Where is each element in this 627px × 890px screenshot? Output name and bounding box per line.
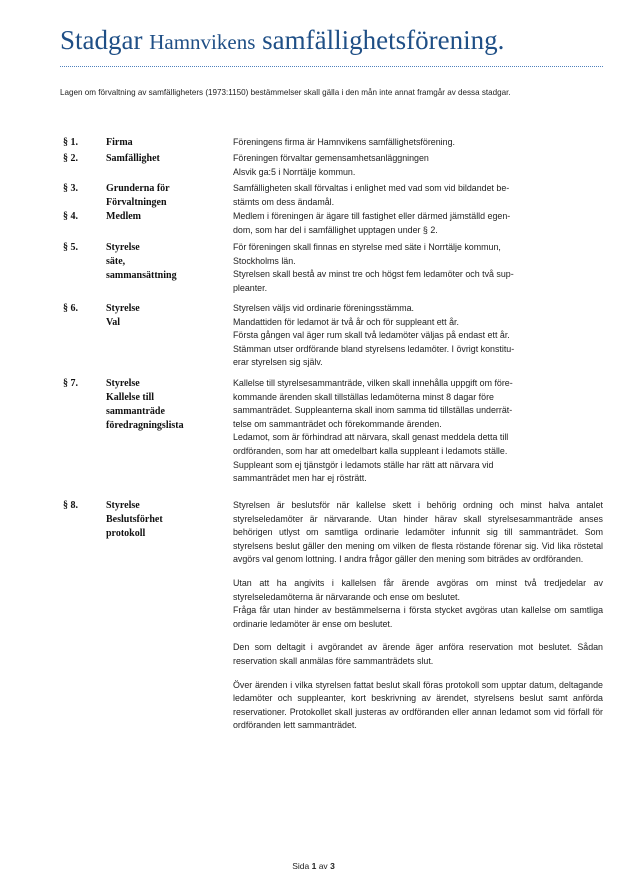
heading-line: Förvaltningen [106, 197, 167, 208]
body-paragraph: Den som deltagit i avgörandet av ärende äger anföra reservation mot beslutet. Sådan reservation skall anmälas före sammanträdets slut. [233, 642, 603, 666]
heading-line: sammanträde [106, 406, 165, 417]
section-body [233, 377, 603, 486]
page-separator: av [318, 861, 328, 871]
section-number: § 8. [63, 500, 78, 511]
current-page-number: 1 [311, 861, 317, 871]
section-body [233, 241, 603, 295]
heading-line: Samfällighet [106, 153, 160, 164]
section-number: § 7. [63, 378, 78, 389]
section-heading [106, 241, 226, 283]
body-line: Stämman utser ordförande bland styrelsens ledamöter. I övrigt konstitu- [233, 343, 515, 354]
heading-line: säte, [106, 256, 126, 267]
total-page-count: 3 [330, 861, 335, 871]
body-paragraph: Fråga får utan hinder av bestämmelserna i första stycket avgöras utan kallelse om samtliga ordinarie ledamöter är ense om beslutet. [233, 605, 603, 629]
heading-line: Firma [106, 137, 133, 148]
body-line: Ledamot, som är förhindrad att närvara, skall genast meddela detta till [233, 432, 509, 443]
title-part-2: Hamnvikens [149, 30, 256, 54]
body-line: Mandattiden för ledamot är två år och för suppleant ett år. [233, 316, 459, 327]
body-line: telse om sammanträdet och förekommande ärenden. [233, 418, 442, 429]
section-number: § 2. [63, 153, 78, 164]
body-line: Samfälligheten skall förvaltas i enlighet med vad som vid bildandet be- [233, 183, 510, 193]
body-line: Föreningen förvaltar gemensamhetsanläggningen [233, 153, 429, 163]
heading-line: Styrelse [106, 242, 140, 253]
page-footer [0, 861, 627, 871]
section-body [233, 302, 603, 370]
section-body [233, 136, 603, 150]
section-body [233, 210, 603, 237]
body-line: För föreningen skall finnas en styrelse med säte i Norrtälje kommun, [233, 242, 501, 252]
body-line: kommande ärenden skall tillställas ledamöterna minst 8 dagar före [233, 391, 494, 402]
heading-line: föredragningslista [106, 420, 184, 431]
section-heading [106, 152, 226, 166]
body-line: Alsvik ga:5 i Norrtälje kommun. [233, 166, 356, 177]
body-line: Stockholms län. [233, 255, 296, 266]
heading-line: Medlem [106, 211, 141, 222]
body-line: stämts om dess ändamål. [233, 196, 335, 207]
section-number: § 3. [63, 183, 78, 194]
section-body [233, 499, 603, 733]
body-line: erar styrelsen sig själv. [233, 357, 323, 368]
section-heading [106, 136, 226, 150]
title-part-1: Stadgar [60, 25, 143, 55]
section-number: § 5. [63, 242, 78, 253]
body-line: sammanträdet. Suppleanterna skall inom samma tid tillställas underrät- [233, 405, 513, 416]
section-number: § 1. [63, 137, 78, 148]
body-line: Styrelsen väljs vid ordinarie föreningsstämma. [233, 303, 415, 313]
title-part-3: samfällighetsförening. [262, 25, 505, 55]
body-line: dom, som har del i samfällighet upptagen under § 2. [233, 224, 438, 235]
section-number: § 6. [63, 303, 78, 314]
heading-line: Kallelse till [106, 392, 155, 403]
body-paragraph: Utan att ha angivits i kallelsen får ärende avgöras om minst två tredjedelar av styrelseledamöterna är närvarande och ense om beslutet. [233, 577, 603, 602]
body-line: Första gången val äger rum skall två ledamöter väljas på endast ett år. [233, 330, 510, 341]
body-line: Föreningens firma är Hamnvikens samfällighetsförening. [233, 137, 455, 147]
title-divider [60, 66, 603, 67]
body-line: Kallelse till styrelsesammanträde, vilken skall innehålla uppgift om före- [233, 378, 513, 388]
section-number: § 4. [63, 211, 78, 222]
body-paragraph: Styrelsen är beslutsför när kallelse skett i behörig ordning och minst halva antalet styrelseledamöter är närvarande. Utan hinder härav skall styrelsesammanträde anses behörigen utlyst om samtliga ordinarie ledamöter infunnit sig till sammanträdet. Som styrelsens beslut gäller den mening om vilken de flesta röstande förenar sig. Vid lika röstetal avgörs val genom lottning. I andra frågor gäller den mening som biträdes av ordföranden. [233, 500, 603, 565]
heading-line: Grunderna för [106, 183, 170, 194]
section-body [233, 182, 603, 209]
body-line: Suppleant som ej tjänstgör i ledamots ställe har rätt att närvara vid [233, 459, 494, 470]
section-heading [106, 210, 226, 224]
heading-line: Styrelse [106, 500, 140, 511]
heading-line: Styrelse [106, 378, 140, 389]
body-line: sammanträdet men har ej rösträtt. [233, 473, 367, 484]
section-heading [106, 377, 226, 433]
heading-line: protokoll [106, 528, 146, 539]
heading-line: Val [106, 317, 121, 328]
section-heading [106, 499, 226, 541]
body-line: ordföranden, som har att omedelbart kalla suppleant i ledamots ställe. [233, 445, 508, 456]
section-heading [106, 182, 226, 210]
section-body [233, 152, 603, 179]
page-title [60, 22, 605, 60]
intro-text: Lagen om förvaltning av samfälligheters (1973:1150) bestämmelser skall gälla i den mån inte annat framgår av dessa stadgar. [60, 88, 511, 97]
section-heading [106, 302, 226, 330]
heading-line: sammansättning [106, 270, 177, 281]
heading-line: Beslutsförhet [106, 514, 163, 525]
page-label: Sida [292, 861, 310, 871]
heading-line: Styrelse [106, 303, 140, 314]
body-line: Medlem i föreningen är ägare till fastighet eller därmed jämställd egen- [233, 211, 511, 221]
body-paragraph: Över ärenden i vilka styrelsen fattat beslut skall föras protokoll som upptar datum, deltagande ledamöter och suppleanter, kort beskrivning av ärendet, styrelsens beslut samt anförda reservationer. Protokollet skall justeras av ordföranden eller annan ledamot som vid förfall för ordföranden lett sammanträdet. [233, 679, 603, 731]
body-line: Styrelsen skall bestå av minst tre och högst fem ledamöter och två sup- [233, 269, 514, 280]
body-line: pleanter. [233, 282, 268, 293]
